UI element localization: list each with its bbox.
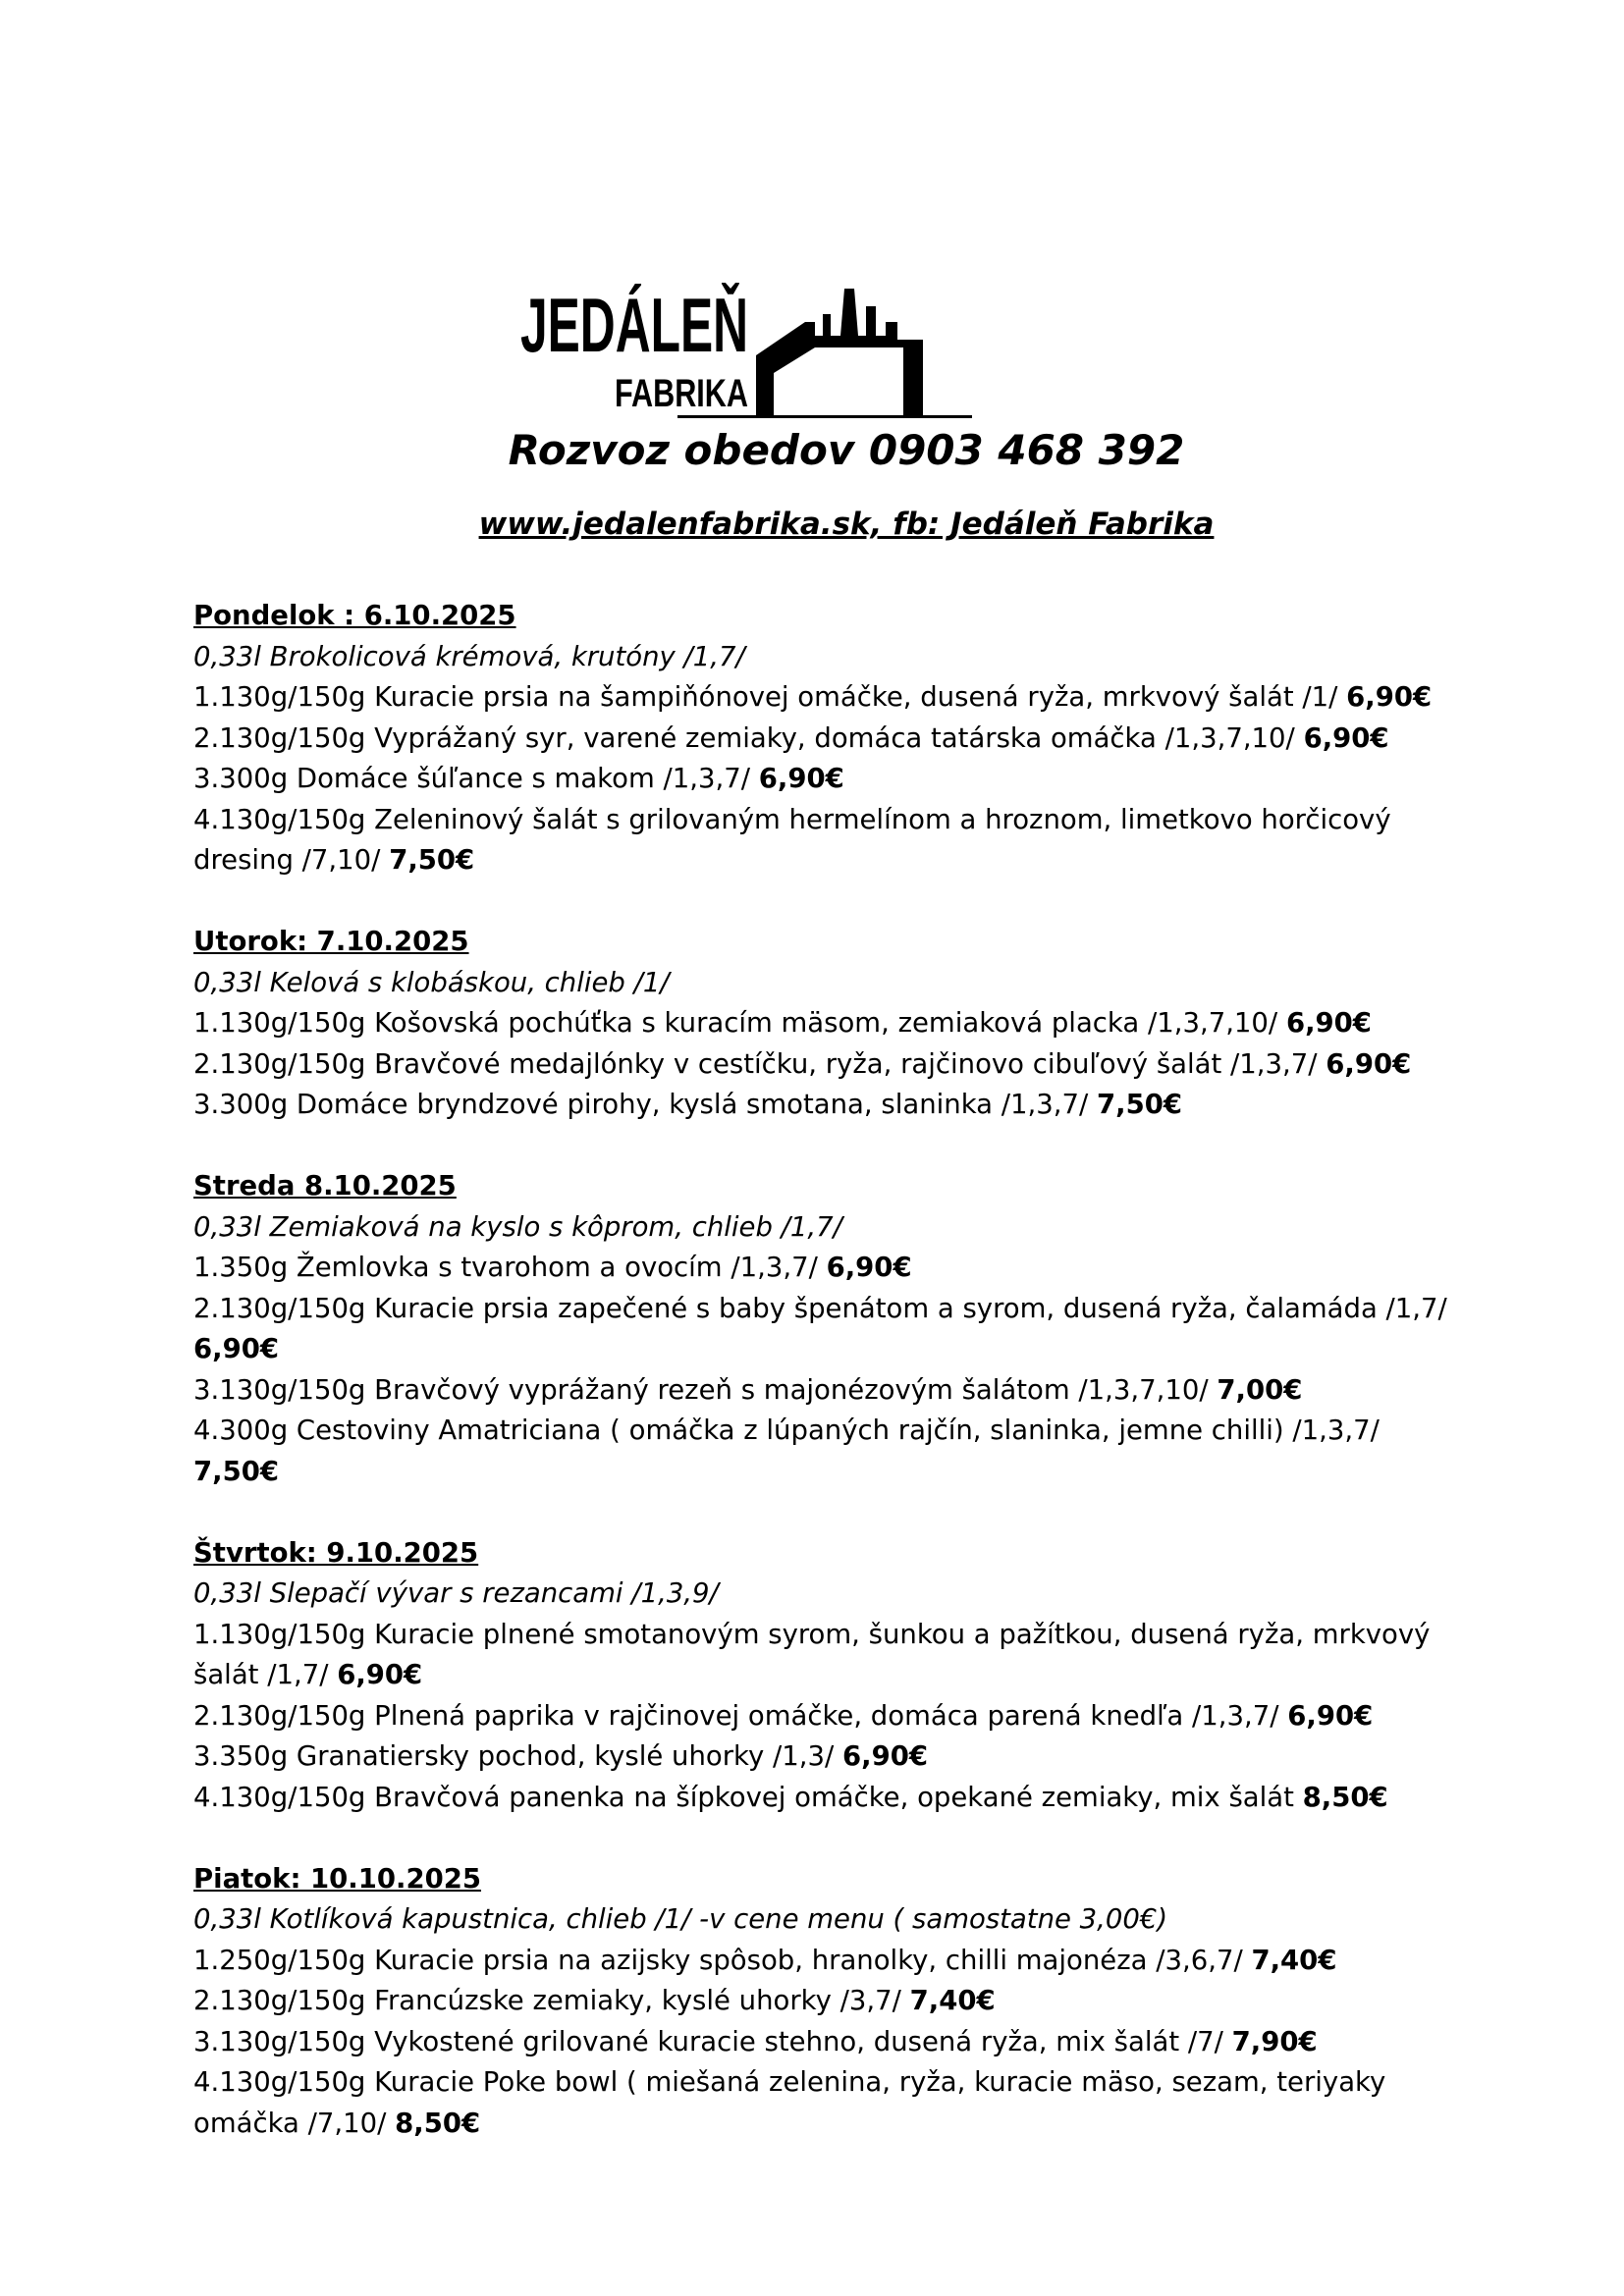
menu-item [193, 800, 1470, 881]
brand-name: JEDÁLEŇ [520, 282, 748, 368]
delivery-phone: Rozvoz obedov 0903 468 392 [508, 426, 1185, 474]
menu-item-text: 3.300g Domáce šúľance s makom /1,3,7/ [193, 763, 759, 794]
menu-item-price: 6,90€ [758, 763, 844, 794]
day-title: Piatok: 10.10.2025 [193, 1862, 482, 1895]
soup-line: 0,33l Kelová s klobáskou, chlieb /1/ [193, 966, 670, 998]
day-title: Streda 8.10.2025 [193, 1170, 457, 1201]
menu-item-price: 6,90€ [193, 1333, 279, 1364]
menu-item-text: 1.250g/150g Kuracie prsia na azijsky spôsob, hranolky, chilli majonéza /3,6,7/ [193, 1944, 1252, 1976]
menu-item-price: 7,50€ [193, 1455, 279, 1487]
menu-item-text: 1.130g/150g Kuracie plnené smotanovým syrom, šunkou a pažítkou, dusená ryža, mrkvový šalát /1,7/ [193, 1618, 1431, 1690]
menu-item-text: 1.130g/150g Kuracie prsia na šampiňónovej omáčke, dusená ryža, mrkvový šalát /1/ [193, 681, 1347, 713]
menu-item [193, 1085, 1470, 1126]
day-block-thursday [193, 1533, 1470, 1819]
menu-item-price: 6,90€ [1287, 1699, 1374, 1732]
menu-item [193, 719, 1470, 760]
menu-item-text: 2.130g/150g Bravčové medajlónky v cestíčku, ryža, rajčinovo cibuľový šalát /1,3,7/ [193, 1047, 1326, 1080]
menu-item-price: 8,50€ [1302, 1781, 1388, 1813]
day-title: Utorok: 7.10.2025 [193, 926, 469, 957]
menu-item-price: 7,50€ [1097, 1089, 1182, 1120]
menu-item-price: 7,00€ [1217, 1373, 1303, 1406]
menu-item-price: 6,90€ [842, 1740, 929, 1772]
soup-line: 0,33l Kotlíková kapustnica, chlieb /1/ -v cene menu ( samostatne 3,00€) [193, 1903, 1168, 1935]
menu-item [193, 1003, 1470, 1044]
brand-logo [520, 277, 1070, 424]
soup-line: 0,33l Slepačí vývar s rezancami /1,3,9/ [193, 1577, 719, 1609]
menu-item-text: 4.130g/150g Zeleninový šalát s grilovaným hermelínom a hroznom, limetkovo horčicový dresing /7,10/ [193, 803, 1391, 876]
menu-item-price: 6,90€ [826, 1252, 912, 1283]
menu-item-text: 4.130g/150g Bravčová panenka na šípkovej omáčke, opekané zemiaky, mix šalát [193, 1781, 1303, 1813]
menu-item-text: 2.130g/150g Kuracie prsia zapečené s baby špenátom a syrom, dusená ryža, čalamáda /1,7/ [193, 1292, 1447, 1324]
menu-item [193, 1044, 1470, 1086]
menu-item-price: 6,90€ [1303, 721, 1389, 754]
day-block-monday [193, 596, 1470, 881]
menu-item-text: 2.130g/150g Vyprážaný syr, varené zemiaky, domáca tatárska omáčka /1,3,7,10/ [193, 721, 1304, 754]
menu-item [193, 1411, 1470, 1492]
menu-item-price: 6,90€ [1326, 1047, 1412, 1080]
menu-item-price: 6,90€ [337, 1659, 423, 1690]
menu-item-price: 7,50€ [389, 844, 475, 876]
menu-item [193, 1370, 1470, 1412]
menu-item-text: 3.130g/150g Bravčový vyprážaný rezeň s majonézovým šalátom /1,3,7,10/ [193, 1373, 1218, 1406]
menu-item [193, 1778, 1470, 1819]
menu-item-price: 8,50€ [395, 2107, 481, 2139]
menu-item-price: 7,40€ [1251, 1944, 1337, 1976]
menu-item-price: 7,90€ [1231, 2025, 1318, 2057]
menu-item [193, 2022, 1470, 2063]
soup-line: 0,33l Brokolicová krémová, krutóny /1,7/ [193, 640, 745, 672]
day-block-wednesday [193, 1166, 1470, 1492]
menu-item-price: 6,90€ [1285, 1007, 1372, 1039]
menu-item-text: 3.300g Domáce bryndzové pirohy, kyslá smotana, slaninka /1,3,7/ [193, 1089, 1097, 1120]
soup-line: 0,33l Zemiaková na kyslo s kôprom, chlieb /1,7/ [193, 1210, 842, 1243]
menu-item [193, 677, 1470, 719]
day-title: Štvrtok: 9.10.2025 [193, 1536, 479, 1569]
website-link[interactable]: www.jedalenfabrika.sk, fb: Jedáleň Fabrika [478, 507, 1215, 542]
day-block-tuesday [193, 922, 1470, 1126]
menu-item [193, 1248, 1470, 1289]
menu-item-text: 4.130g/150g Kuracie Poke bowl ( miešaná zelenina, ryža, kuracie mäso, sezam, teriyaky omáčka /7,10/ [193, 2066, 1386, 2139]
menu-item-text: 4.300g Cestoviny Amatriciana ( omáčka z lúpaných rajčín, slaninka, jemne chilli) /1,3,7/ [193, 1415, 1380, 1446]
menu-item [193, 2062, 1470, 2144]
menu-item [193, 1289, 1470, 1370]
menu-item [193, 1981, 1470, 2022]
menu-item [193, 1615, 1470, 1696]
logo-underline [677, 415, 972, 418]
menu-item [193, 1696, 1470, 1737]
menu-item-text: 3.350g Granatiersky pochod, kyslé uhorky /1,3/ [193, 1740, 843, 1772]
menu-item-text: 1.350g Žemlovka s tvarohom a ovocím /1,3,7/ [193, 1252, 827, 1283]
factory-icon [756, 289, 923, 416]
menu-item-text: 1.130g/150g Košovská pochúťka s kuracím mäsom, zemiaková placka /1,3,7,10/ [193, 1007, 1286, 1039]
weekly-menu [193, 596, 1470, 2185]
menu-item [193, 1941, 1470, 1982]
menu-item-text: 2.130g/150g Plnená paprika v rajčinovej omáčke, domáca parená knedľa /1,3,7/ [193, 1699, 1288, 1732]
menu-item-text: 2.130g/150g Francúzske zemiaky, kyslé uhorky /3,7/ [193, 1985, 910, 2016]
menu-item [193, 1736, 1470, 1778]
brand-sub: FABRIKA [615, 372, 748, 415]
day-block-friday [193, 1859, 1470, 2145]
day-title: Pondelok : 6.10.2025 [193, 600, 516, 631]
menu-item-price: 6,90€ [1346, 681, 1433, 713]
menu-item [193, 759, 1470, 800]
menu-item-price: 7,40€ [909, 1985, 996, 2016]
menu-item-text: 3.130g/150g Vykostené grilované kuracie stehno, dusená ryža, mix šalát /7/ [193, 2025, 1232, 2057]
